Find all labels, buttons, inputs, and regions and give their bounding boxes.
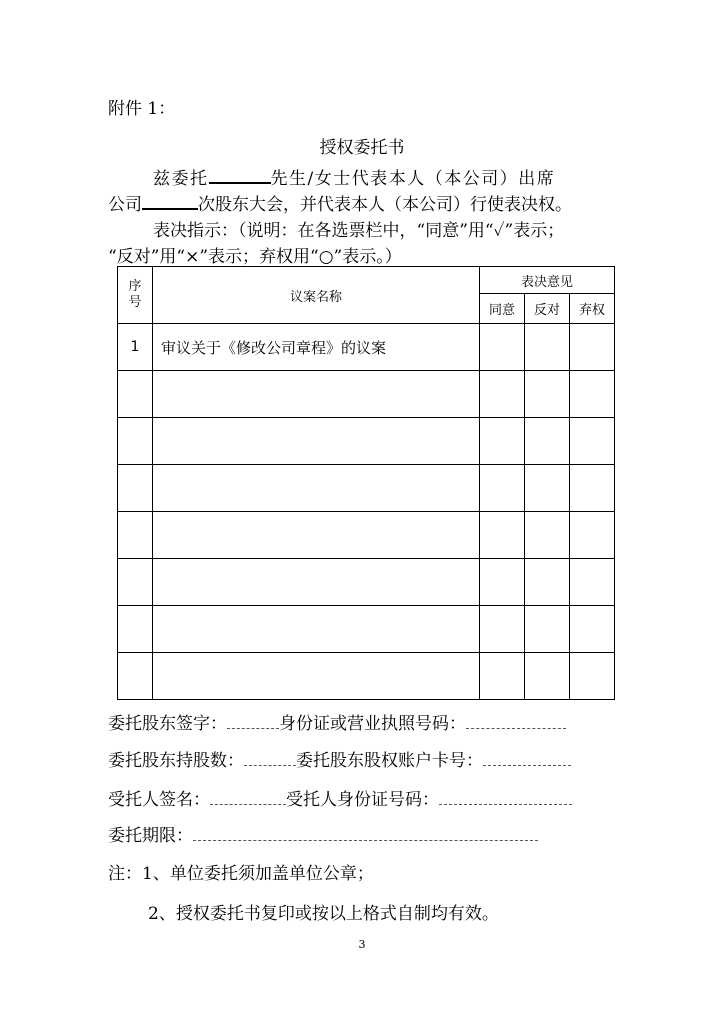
vote-agree-cell[interactable] — [480, 559, 525, 606]
page-number: 3 — [358, 938, 366, 951]
row-name: 审议关于《修改公司章程》的议案 — [153, 324, 480, 371]
table-row — [118, 512, 615, 559]
row-name — [153, 371, 480, 418]
proxy-signature-label: 受托人签名： — [108, 790, 210, 810]
proxy-id-field[interactable] — [439, 791, 572, 805]
row-name — [153, 606, 480, 653]
vote-agree-cell[interactable] — [480, 512, 525, 559]
row-name — [153, 512, 480, 559]
vote-abstain-cell[interactable] — [570, 559, 615, 606]
table-row — [118, 559, 615, 606]
intro-text-b: 先生/女士代表本人（本公司）出席 — [270, 169, 556, 189]
intro-text-a: 兹委托 — [153, 169, 209, 189]
attachment-label: 附件 1： — [108, 99, 176, 119]
voting-instruction-line-2: “反对”用“×”表示；弃权用“○”表示。） — [108, 247, 402, 267]
intro-line-1 — [153, 164, 555, 189]
row-seq — [118, 559, 153, 606]
vote-oppose-cell[interactable] — [525, 324, 570, 371]
row-seq — [118, 465, 153, 512]
voting-instruction-line-1: 表决指示：（说明：在各选票栏中，“同意”用“✓”表示； — [153, 221, 565, 241]
row-seq — [118, 512, 153, 559]
shares-held-field[interactable] — [244, 752, 296, 766]
intro-text-d: 次股东大会，并代表本人（本公司）行使表决权。 — [198, 195, 572, 215]
vote-agree-cell[interactable] — [480, 324, 525, 371]
header-agree: 同意 — [480, 294, 525, 324]
intro-text-c: 公司 — [108, 195, 142, 215]
proxy-line — [108, 785, 572, 810]
vote-oppose-cell[interactable] — [525, 653, 570, 700]
term-label: 委托期限： — [108, 826, 193, 846]
table-row — [118, 371, 615, 418]
proxy-signature-field[interactable] — [210, 791, 286, 805]
row-seq — [118, 371, 153, 418]
vote-oppose-cell[interactable] — [525, 606, 570, 653]
table-row — [118, 465, 615, 512]
shareholder-signature-label: 委托股东签字： — [108, 714, 227, 734]
account-number-label: 委托股东股权账户卡号： — [296, 751, 483, 771]
vote-agree-cell[interactable] — [480, 653, 525, 700]
account-number-field[interactable] — [483, 752, 571, 766]
shares-held-label: 委托股东持股数： — [108, 751, 244, 771]
id-number-label: 身份证或营业执照号码： — [279, 714, 466, 734]
document-title: 授权委托书 — [319, 138, 405, 158]
note-2: 2、授权委托书复印或按以上格式自制均有效。 — [148, 904, 499, 924]
row-seq — [118, 418, 153, 465]
shareholder-signature-field[interactable] — [227, 715, 279, 729]
header-seq: 序号 — [118, 267, 153, 324]
vote-abstain-cell[interactable] — [570, 653, 615, 700]
header-name: 议案名称 — [153, 267, 480, 324]
vote-oppose-cell[interactable] — [525, 512, 570, 559]
row-name — [153, 559, 480, 606]
vote-abstain-cell[interactable] — [570, 371, 615, 418]
term-field[interactable] — [193, 827, 538, 841]
vote-agree-cell[interactable] — [480, 606, 525, 653]
proxy-name-blank[interactable] — [209, 168, 271, 184]
vote-abstain-cell[interactable] — [570, 324, 615, 371]
signature-line — [108, 709, 566, 734]
shares-line — [108, 746, 571, 771]
row-seq — [118, 606, 153, 653]
row-seq — [118, 653, 153, 700]
intro-line-2 — [108, 190, 572, 215]
vote-agree-cell[interactable] — [480, 371, 525, 418]
row-seq: 1 — [118, 324, 153, 371]
table-row — [118, 606, 615, 653]
vote-agree-cell[interactable] — [480, 465, 525, 512]
header-oppose: 反对 — [525, 294, 570, 324]
table-row — [118, 324, 615, 371]
voting-table — [117, 266, 615, 700]
vote-oppose-cell[interactable] — [525, 559, 570, 606]
proxy-id-label: 受托人身份证号码： — [286, 790, 439, 810]
table-row — [118, 418, 615, 465]
row-name — [153, 653, 480, 700]
row-name — [153, 418, 480, 465]
row-name — [153, 465, 480, 512]
vote-abstain-cell[interactable] — [570, 465, 615, 512]
meeting-number-blank[interactable] — [142, 194, 198, 210]
term-line — [108, 821, 538, 846]
vote-oppose-cell[interactable] — [525, 418, 570, 465]
vote-abstain-cell[interactable] — [570, 418, 615, 465]
note-1: 注：1、单位委托须加盖单位公章； — [108, 864, 374, 884]
vote-abstain-cell[interactable] — [570, 606, 615, 653]
header-opinion: 表决意见 — [480, 267, 615, 294]
header-abstain: 弃权 — [570, 294, 615, 324]
vote-oppose-cell[interactable] — [525, 371, 570, 418]
vote-agree-cell[interactable] — [480, 418, 525, 465]
id-number-field[interactable] — [466, 715, 566, 729]
vote-abstain-cell[interactable] — [570, 512, 615, 559]
table-row — [118, 653, 615, 700]
vote-oppose-cell[interactable] — [525, 465, 570, 512]
